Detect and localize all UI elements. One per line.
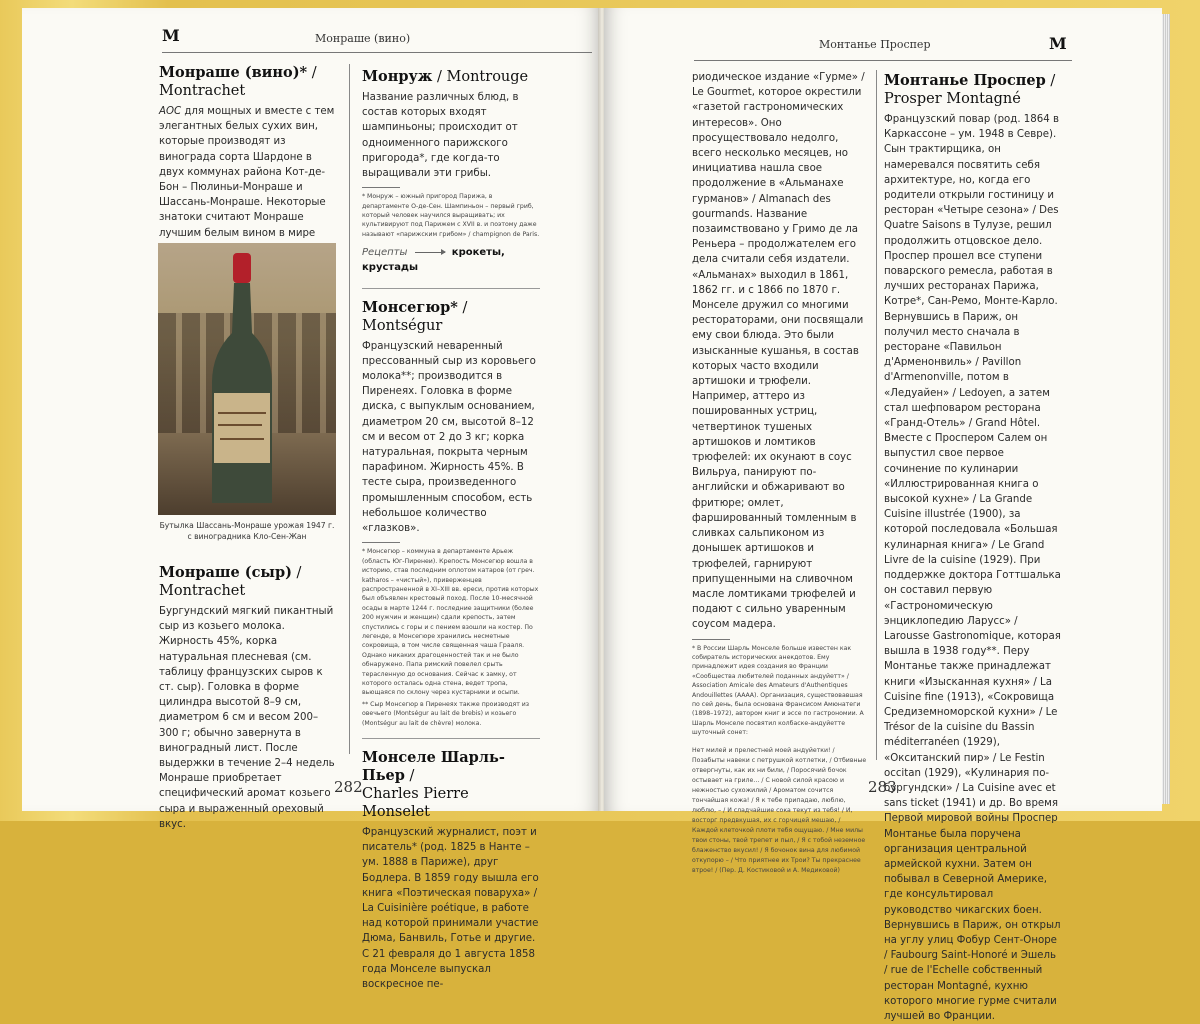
section-letter: М: [1049, 34, 1067, 53]
wine-bottle-photo: [158, 243, 336, 515]
recipes-reference: [362, 245, 540, 275]
footnote: * Монруж – южный пригород Парижа, в департаменте О-де-Сен. Шампиньон – первый гриб, который человек научился выращивать; их культивируют под Парижем с XVII в. и поэтому даже называют «парижским грибом» / champignon de Paris.: [362, 193, 540, 238]
entry-text: Французский повар (род. 1864 в Каркассоне – ум. 1948 в Севре). Сын трактирщика, он намеревался посвятить себя архитектуре, но, когда его родители открыли гостиницу и ресторан «Четыре сезона» / Des Quatre Saisons в Тулузе, решил продолжить отцовское дело. Проспер прошел все ступени поварского ремесла, работая в лучших ресторанах Парижа, Котре*, Сан-Ремо, Монте-Карло. Вернувшись в Париж, он получил место сначала в ресторане «Павильон д'Арменонвиль» / Pavillon d'Armenonville, потом в «Ледуайен» / Ledoyen, а затем стал шефповаром ресторана «Гранд-Отель» / Grand Hôtel. Вместе с Проспером Салем он выпустил свое первое сочинение по кулинарии «Иллюстрированная книга о высокой кухне» / La Grande Cuisine illustrée (1900), за которой последовала «Большая кулинарная книга» / Le Grand Livre de la cuisine (1929). При поддержке доктора Готтшалька он составил первую «Гастрономическую энциклопедию Ларусс» / Larousse Gastronomique, которая вышла в 1938 году**. Перу Монтанье также принадлежат книги «Изысканная кухня» / La Cuisine fine (1913), «Сокровища Средиземноморской кухни» / Le Trésor de la cuisine du Bassin méditerranéen (1929), «Окситанский пир» / Le Festin occitan (1929), «Кулинария по-бургундски» / La Cuisine avec et sans ticket (1941) и др. Во время Первой мировой войны Проспер Монтанье была поручена организация центральной армейской кухни. Затем он побывал в Северной Америке, где консультировал руководство чикагских боен. Вернувшись в Париж, он открыл на углу улиц Фобур Сент-Оноре / Faubourg Saint-Honoré и Эшель / rue de l'Echelle собственный ресторан Montagné, кухню которого многие гурме считали лучшей во Франции.: [884, 114, 1061, 1022]
recipes-items[interactable]: крокеты, крустады: [362, 247, 505, 274]
entry-title-fr: Montségur: [362, 317, 443, 334]
column-divider: [349, 64, 350, 754]
running-head: Монтанье Проспер: [819, 38, 931, 51]
entry-title-ru: Монраше (сыр): [159, 564, 292, 581]
page-number: 283: [868, 778, 897, 796]
poem: Нет милей и прелестней моей андуйетки! / Позабыты навеки с петрушкой котлетки, / Отбивные отвергнуты, как их ни били, / Поросячий бочок остывает на гриле… / С новой силой красою и нежностью сухожилий / Ароматом сочится тончайшая кожа! / Я к тебе припадаю, люблю, люблю, – / И сладчайшие сока текут из тебя! / И, восторг предвкушая, их с горчицей мешаю, / Каждой клеточкой плоти тебя ощущаю. / Мне милы твои стоны, твой трепет и пыл, / Я с тобой неземное блаженство вкусил! / Я бочонок вина для любимой откупорю – / Что приятнее их Трои? Ты прекраснее втрое! / (Пер. Д. Костиковой и А. Медиковой): [692, 746, 867, 874]
footnote-rule: [692, 639, 730, 640]
left-column-1-lower: [159, 564, 337, 832]
entry-title-fr: Montrouge: [446, 69, 529, 85]
entry-title-ru: Монсегюр*: [362, 298, 458, 316]
entry-text: Французский неваренный прессованный сыр из коровьего молока**; производится в Пиренеях. Головка в форме диска, с выпуклым основанием, диаметром 20 см, высотой 8–12 см и весом от 2 до 3 кг; корка натуральная, покрыта черным парафином. Жирность 45%. В тесте сыра, произведенного промышленным способом, есть небольшое количество «глазков».: [362, 340, 536, 535]
header-rule: [162, 52, 592, 53]
left-page: [22, 8, 600, 991]
footnote: ** Сыр Монсегюр в Пиренеях также производят из овечьего (Montségur au lait de brebis) и козьего (Montségur au lait de chèvre) молока.: [362, 700, 530, 727]
entry-title: [159, 564, 337, 582]
entry-text: Французский журналист, поэт и писатель* (род. 1825 в Нанте – ум. 1888 в Париже), друг Бодлера. В 1859 году вышла его книга «Поэтическая поваруха» / La Cuisinière poétique, в работе над которой принимали участие Дюма, Банвиль, Готье и другие. С 21 февраля до 1 августа 1858 года Монселе выпускал воскресное пе-: [362, 827, 539, 991]
arrow-right-icon: [415, 252, 445, 253]
right-page: [604, 8, 1162, 1022]
entry-title: [362, 299, 540, 335]
left-column-2: [362, 68, 540, 992]
entry-title-ru: Монраше (вино)*: [159, 64, 308, 81]
running-head: Монраше (вино): [315, 32, 411, 45]
page-number: 282: [334, 778, 363, 796]
section-letter: М: [162, 26, 180, 45]
aoc-abbr: AOC: [159, 106, 182, 117]
entry-title: [884, 72, 1062, 90]
entry-slash: /: [432, 69, 447, 85]
entry-slash: /: [307, 65, 317, 81]
entry-slash: /: [291, 565, 302, 581]
entry-title-fr: Montrachet: [159, 83, 246, 99]
header-rule: [694, 60, 1072, 61]
footnote: * Монсегюр – коммуна в департаменте Арьеж (область Юг-Пиренеи). Крепость Монсегюр вошла в историю, став последним оплотом катаров (от греч. katharos – «чистый»), приверженцев распространенной в XI–XIII вв. ереси, против которых был объявлен крестовый поход. После 10-месячной осады в марте 1244 г. последние защитники (более 200 мужчин и женщин) сдали крепость, затем спустились с горы и с пением взошли на костер. По легенде, в Монсегюре хранились несметные сокровища, в том числе священная чаша Грааля. Однако никаких драгоценностей так и не было обнаружено. Папа римский повелел срыть терасленную до основания. Сейчас к замку, от которого осталась одна стена, ведет тропа, вьющаяся по склону через кустарники и осыпи.: [362, 548, 539, 697]
entry-text: Название различных блюд, в состав которых входят шампиньоны; происходит от одноименного парижского пригорода*, где когда-то выращивали эти грибы.: [362, 92, 519, 180]
entry-separator: [362, 738, 540, 739]
entry-title-fr: Charles Pierre Monselet: [362, 786, 469, 821]
entry-slash: /: [457, 299, 468, 316]
entry-title-fr: Montrachet: [159, 583, 246, 599]
entry-title-ru: Монселе Шарль-Пьер: [362, 749, 505, 785]
entry-text: риодическое издание «Гурме» / Le Gourmet, которое окрестили «газетой гастрономических интересов». Оно просуществовало недолго, всего несколько месяцев, но инициатива нашла свое продолжение в «Альманахе гурманов» / Almanach des gourmands. Название позаимствовано у Гримо де ла Реньера – продолжателем его дела считали себя издатели. «Альманах» выходил в 1861, 1862 гг. и с 1866 по 1870 г. Монселе дружил со многими рестораторами, они посвящали ему свои блюда. Это были изысканные кушанья, в состав которых часто входили артишоки и трюфели. Например, аттеро из пошированных устриц, четвертинок тушеных артишоков и ломтиков трюфелей: их окунают в соус Вильруа, панируют по-английски и обжаривают во фритюре; омлет, фаршированный томленным в сливках сальпиконом из донышек артишоков и трюфелей, гарнируют припущенными на сливочном масле ломтиками трюфелей и подают с сильно уваренным соусом мадера.: [692, 72, 865, 631]
entry-title: [159, 64, 337, 82]
page-edges: [1162, 14, 1170, 804]
entry-slash: /: [1045, 73, 1056, 89]
entry-title-ru: Монтанье Проспер: [884, 72, 1046, 89]
entry-title: [362, 68, 540, 86]
entry-text: Бургундский мягкий пикантный сыр из козьего молока. Жирность 45%, корка натуральная плесневая (см. таблицу французских сыров к ст. сыр). Головка в форме цилиндра высотой 8–9 см, диаметром 6 см и весом 200–300 г; обычно завернута в виноградный лист. После выдержки в течение 2–4 недель Монраше приобретает специфический аромат козьего сыра и выраженный ореховый вкус.: [159, 606, 335, 830]
entry-title-fr: Prosper Montagné: [884, 91, 1021, 107]
column-divider: [876, 70, 877, 760]
right-column-1: [692, 70, 868, 876]
entry-slash: /: [404, 768, 415, 785]
entry-text: [159, 104, 337, 256]
photo-caption: Бутылка Шассань-Монраше урожая 1947 г. с виноградника Кло-Сен-Жан: [159, 521, 335, 541]
right-column-2: [884, 72, 1062, 1024]
recipes-label: Рецепты: [362, 247, 408, 259]
entry-title: [362, 749, 540, 785]
footnote: * В России Шарль Монселе больше известен как собиратель исторических анекдотов. Ему принадлежит идея создания во Франции «Сообщества любителей поданных андуйетт» / Association Amicale des Amateurs d'Authentiques Andouillettes (АААА). Организация, существовавшая по сей день, была основана Франсисом Амюнатеги (1898–1972), автором книг и эссе по гастрономии. А Шарль Монселе посвятил колбаске-андуйетте шуточный сонет:: [692, 644, 864, 737]
footnote-rule: [362, 542, 400, 543]
footnote-rule: [362, 187, 400, 188]
entry-body: для мощных и вместе с тем элегантных белых сухих вин, которые производят из винограда сорта Шардоне в двух коммунах района Кот-де-Бон – Пюлиньи-Монраше и Шассань-Монраше. Некоторые знатоки считают Монраше лучшим белым вином в мире: [159, 106, 335, 239]
wine-bottle-icon: [206, 253, 278, 508]
entry-title-ru: Монруж: [362, 68, 433, 85]
entry-separator: [362, 288, 540, 289]
